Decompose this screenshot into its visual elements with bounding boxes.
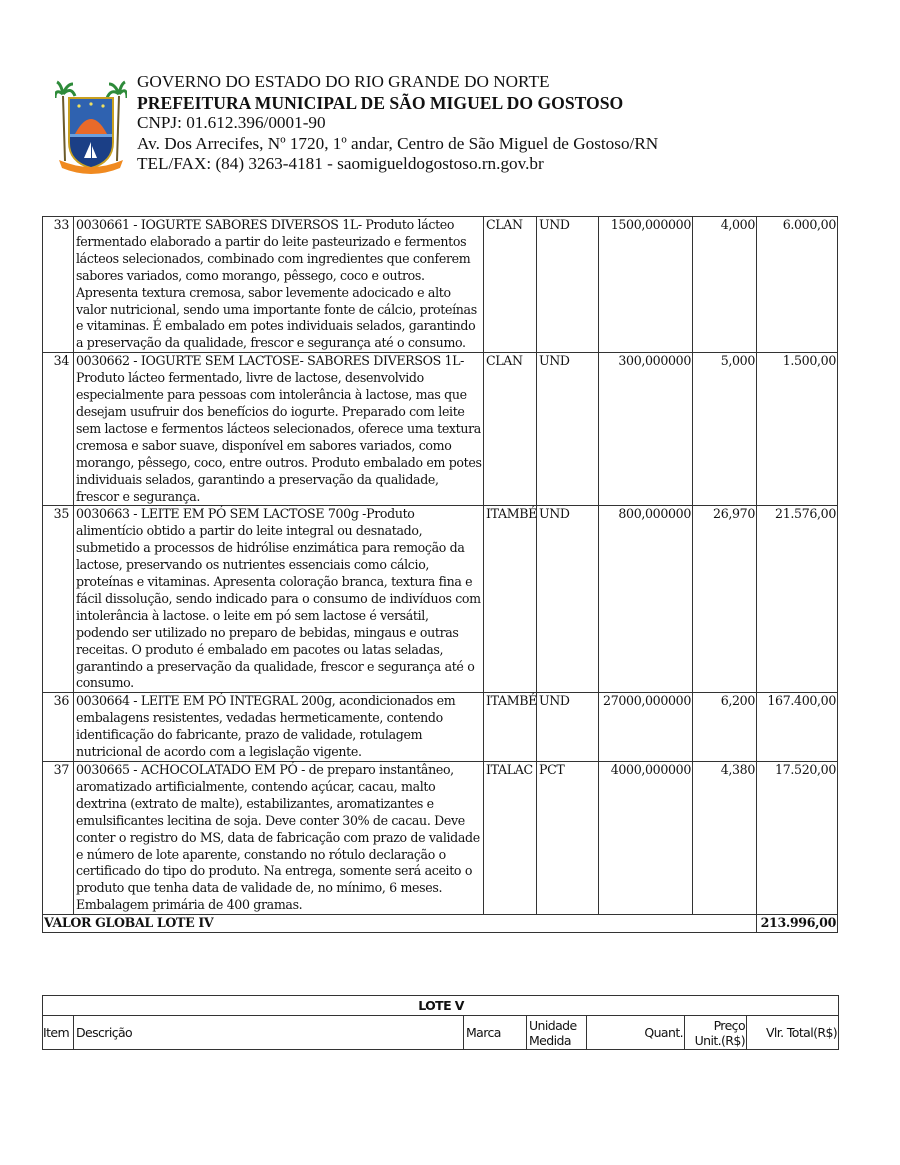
item-description: 0030664 - LEITE EM PÓ INTEGRAL 200g, acondicionados em embalagens resistentes, vedadas hermeticamente, contendo identificação do fabricante, prazo de validade, rotulagem nutricional de acordo com a legislação vigente.: [74, 693, 484, 762]
lote-total-row: [43, 915, 838, 933]
item-description: 0030663 - LEITE EM PÓ SEM LACTOSE 700g -Produto alimentício obtido a partir do leite integral ou desnatado, submetido a processos de hidrólise enzimática para remoção da lactose, preservando os nutrientes essenciais como cálcio, proteínas e vitaminas. Apresenta coloração branca, textura fina e fácil dissolução, sendo indicado para o consumo de indivíduos com intolerância à lactose. o leite em pó sem lactose é versátil, podendo ser utilizado no preparo de bebidas, mingaus e outras receitas. O produto é embalado em pacotes ou latas seladas, garantindo a preservação da qualidade, frescor e segurança até o consumo.: [74, 506, 484, 693]
state-government-line: GOVERNO DO ESTADO DO RIO GRANDE DO NORTE: [137, 72, 550, 91]
table-row: [43, 693, 838, 762]
item-brand: ITALAC: [484, 762, 537, 915]
contact-line: TEL/FAX: (84) 3263-4181 - saomigueldogostoso.rn.gov.br: [137, 154, 544, 173]
item-unit: PCT: [537, 762, 599, 915]
item-description: 0030662 - IOGURTE SEM LACTOSE- SABORES DIVERSOS 1L- Produto lácteo fermentado, livre de lactose, desenvolvido especialmente para pessoas com intolerância à lactose, mas que desejam usufruir dos benefícios do iogurte. Preparado com leite sem lactose e fermentos lácteos selecionados, oferece uma textura cremosa e sabor suave, disponível em sabores variados, como morango, pêssego, coco, entre outros. Produto embalado em potes individuais selados, garantindo a preservação da qualidade, frescor e segurança.: [74, 353, 484, 506]
column-header-total: Vlr. Total(R$): [747, 1016, 839, 1050]
item-unit: UND: [537, 353, 599, 506]
item-number: 37: [43, 762, 74, 915]
item-quantity: 800,000000: [599, 506, 693, 693]
table-row: [43, 762, 838, 915]
document-header: [55, 72, 755, 182]
item-brand: ITAMBÉ: [484, 506, 537, 693]
item-description: 0030661 - IOGURTE SABORES DIVERSOS 1L- Produto lácteo fermentado elaborado a partir do leite pasteurizado e fermentos lácteos selecionados, combinado com ingredientes que conferem sabores variados, como morango, pêssego, coco e outros. Apresenta textura cremosa, sabor levemente adocicado e alto valor nutricional, sendo uma importante fonte de cálcio, proteínas e vitaminas. É embalado em potes individuais selados, garantindo a preservação da qualidade, frescor e segurança até o consumo.: [74, 217, 484, 353]
municipality-name: PREFEITURA MUNICIPAL DE SÃO MIGUEL DO GOSTOSO: [137, 92, 624, 113]
table-row: [43, 506, 838, 693]
table-row: [43, 353, 838, 506]
column-header-brand: Marca: [464, 1016, 527, 1050]
column-header-description: Descrição: [74, 1016, 464, 1050]
item-unit-price: 26,970: [693, 506, 757, 693]
item-total: 1.500,00: [757, 353, 838, 506]
header-text-block: [137, 72, 658, 175]
item-quantity: 4000,000000: [599, 762, 693, 915]
item-brand: ITAMBÉ: [484, 693, 537, 762]
item-total: 167.400,00: [757, 693, 838, 762]
cnpj-line: CNPJ: 01.612.396/0001-90: [137, 113, 326, 132]
lote-v-table: [42, 995, 839, 1050]
item-unit: UND: [537, 217, 599, 353]
item-number: 36: [43, 693, 74, 762]
item-unit-price: 6,200: [693, 693, 757, 762]
item-total: 21.576,00: [757, 506, 838, 693]
lote-iv-table: [42, 216, 838, 933]
item-quantity: 27000,000000: [599, 693, 693, 762]
item-unit-price: 4,000: [693, 217, 757, 353]
lote-title-row: [43, 996, 839, 1016]
column-header-row: [43, 1016, 839, 1050]
item-number: 34: [43, 353, 74, 506]
address-line: Av. Dos Arrecifes, Nº 1720, 1º andar, Centro de São Miguel de Gostoso/RN: [137, 133, 659, 153]
item-quantity: 300,000000: [599, 353, 693, 506]
column-header-quantity: Quant.: [587, 1016, 685, 1050]
item-unit-price: 5,000: [693, 353, 757, 506]
lote-total-value: 213.996,00: [757, 915, 838, 933]
item-description: 0030665 - ACHOCOLATADO EM PÓ - de preparo instantâneo, aromatizado artificialmente, contendo açúcar, cacau, malto dextrina (extrato de malte), estabilizantes, aromatizantes e emulsificantes lecitina de soja. Deve conter 30% de cacau. Deve conter o registro do MS, data de fabricação com prazo de validade e número de lote aparente, constando no rótulo declaração o certificado do tipo do produto. Na entrega, somente será aceito o produto que tenha data de validade de, no mínimo, 6 meses. Embalagem primária de 400 gramas.: [74, 762, 484, 915]
column-header-unit-price: Preço Unit.(R$): [685, 1016, 747, 1050]
item-total: 6.000,00: [757, 217, 838, 353]
lote-title: LOTE V: [43, 996, 839, 1016]
table-row: [43, 217, 838, 353]
item-number: 35: [43, 506, 74, 693]
item-brand: CLAN: [484, 353, 537, 506]
lote-total-label: VALOR GLOBAL LOTE IV: [43, 915, 757, 933]
item-quantity: 1500,000000: [599, 217, 693, 353]
column-header-item: Item: [43, 1016, 74, 1050]
lote-iv-body: [43, 217, 838, 933]
column-header-unit: Unidade Medida: [527, 1016, 587, 1050]
item-unit: UND: [537, 693, 599, 762]
item-unit: UND: [537, 506, 599, 693]
item-brand: CLAN: [484, 217, 537, 353]
item-unit-price: 4,380: [693, 762, 757, 915]
item-number: 33: [43, 217, 74, 353]
item-total: 17.520,00: [757, 762, 838, 915]
coat-of-arms-icon: [55, 76, 127, 176]
